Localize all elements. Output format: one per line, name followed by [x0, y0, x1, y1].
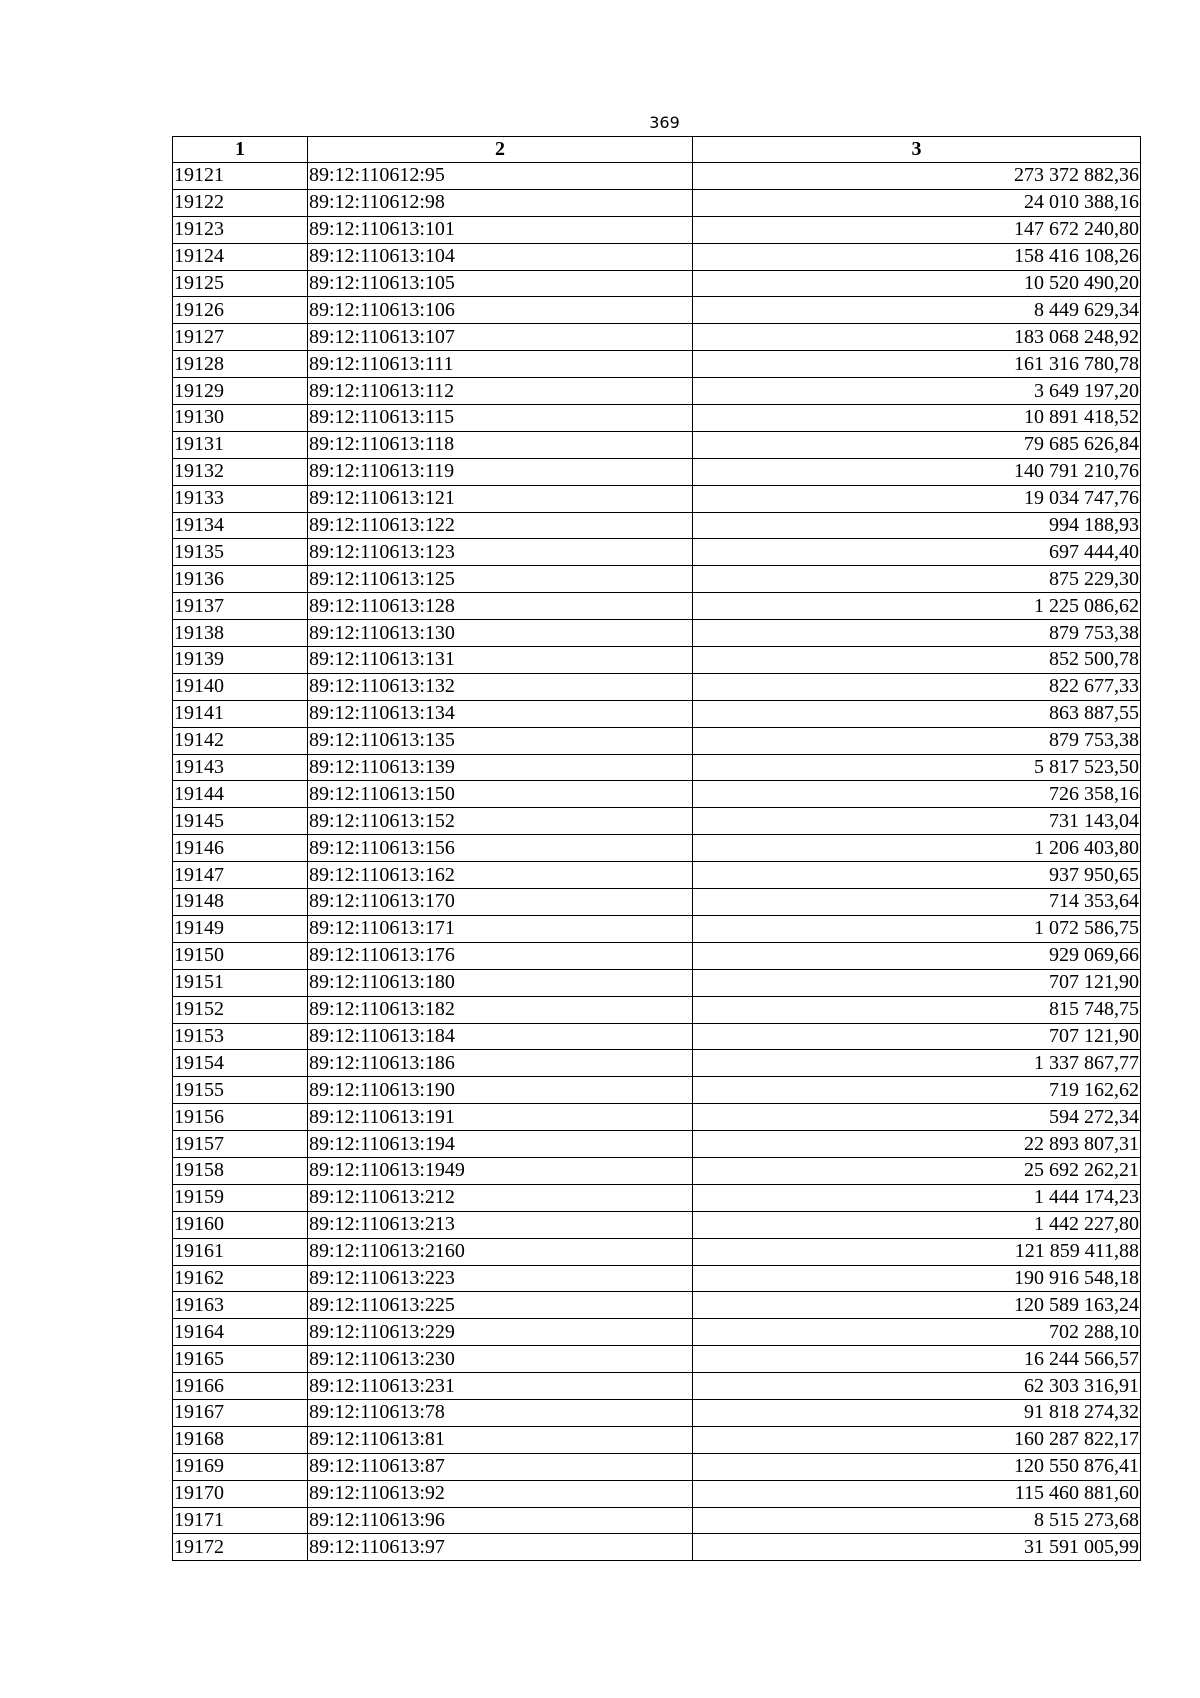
cadastral-number-cell: 89:12:110613:229 [308, 1319, 693, 1346]
table-row [173, 889, 1141, 916]
row-number-cell: 19143 [173, 754, 308, 781]
cadastral-number-cell: 89:12:110613:225 [308, 1292, 693, 1319]
row-number-cell: 19167 [173, 1399, 308, 1426]
cadastral-number-cell: 89:12:110613:139 [308, 754, 693, 781]
row-number-cell: 19133 [173, 485, 308, 512]
table-row [173, 216, 1141, 243]
row-number-cell: 19141 [173, 700, 308, 727]
value-cell: 3 649 197,20 [693, 378, 1141, 405]
column-header-1: 1 [173, 137, 308, 163]
table-row [173, 781, 1141, 808]
row-number-cell: 19138 [173, 620, 308, 647]
cadastral-number-cell: 89:12:110613:130 [308, 620, 693, 647]
value-cell: 1 444 174,23 [693, 1184, 1141, 1211]
page-number: 369 [649, 113, 680, 132]
row-number-cell: 19159 [173, 1184, 308, 1211]
cadastral-number-cell: 89:12:110613:104 [308, 243, 693, 270]
cadastral-number-cell: 89:12:110613:128 [308, 593, 693, 620]
row-number-cell: 19171 [173, 1507, 308, 1534]
cadastral-number-cell: 89:12:110613:190 [308, 1077, 693, 1104]
row-number-cell: 19127 [173, 324, 308, 351]
row-number-cell: 19149 [173, 915, 308, 942]
table-row [173, 1023, 1141, 1050]
value-cell: 16 244 566,57 [693, 1346, 1141, 1373]
value-cell: 937 950,65 [693, 862, 1141, 889]
table-row [173, 163, 1141, 190]
cadastral-number-cell: 89:12:110613:184 [308, 1023, 693, 1050]
row-number-cell: 19122 [173, 189, 308, 216]
header-row [173, 137, 1141, 163]
cadastral-number-cell: 89:12:110613:171 [308, 915, 693, 942]
row-number-cell: 19123 [173, 216, 308, 243]
value-cell: 91 818 274,32 [693, 1399, 1141, 1426]
row-number-cell: 19164 [173, 1319, 308, 1346]
value-cell: 994 188,93 [693, 512, 1141, 539]
row-number-cell: 19161 [173, 1238, 308, 1265]
table-row [173, 1211, 1141, 1238]
cadastral-number-cell: 89:12:110613:2160 [308, 1238, 693, 1265]
table-row [173, 673, 1141, 700]
cadastral-number-cell: 89:12:110613:135 [308, 727, 693, 754]
cadastral-number-cell: 89:12:110613:223 [308, 1265, 693, 1292]
cadastral-number-cell: 89:12:110613:106 [308, 297, 693, 324]
value-cell: 852 500,78 [693, 647, 1141, 674]
table-row [173, 1453, 1141, 1480]
table-row [173, 512, 1141, 539]
value-cell: 79 685 626,84 [693, 431, 1141, 458]
row-number-cell: 19168 [173, 1426, 308, 1453]
table-body [173, 163, 1141, 1561]
value-cell: 31 591 005,99 [693, 1534, 1141, 1561]
row-number-cell: 19134 [173, 512, 308, 539]
table-row [173, 1480, 1141, 1507]
table-row [173, 862, 1141, 889]
cadastral-number-cell: 89:12:110613:118 [308, 431, 693, 458]
table-row [173, 1507, 1141, 1534]
cadastral-number-cell: 89:12:110613:78 [308, 1399, 693, 1426]
row-number-cell: 19136 [173, 566, 308, 593]
value-cell: 1 442 227,80 [693, 1211, 1141, 1238]
value-cell: 19 034 747,76 [693, 485, 1141, 512]
table-row [173, 1292, 1141, 1319]
cadastral-number-cell: 89:12:110613:131 [308, 647, 693, 674]
table-row [173, 405, 1141, 432]
table-row [173, 270, 1141, 297]
cadastral-number-cell: 89:12:110613:123 [308, 539, 693, 566]
table-row [173, 539, 1141, 566]
value-cell: 8 515 273,68 [693, 1507, 1141, 1534]
value-cell: 24 010 388,16 [693, 189, 1141, 216]
row-number-cell: 19162 [173, 1265, 308, 1292]
table-row [173, 1131, 1141, 1158]
value-cell: 190 916 548,18 [693, 1265, 1141, 1292]
row-number-cell: 19169 [173, 1453, 308, 1480]
table-row [173, 378, 1141, 405]
row-number-cell: 19158 [173, 1157, 308, 1184]
value-cell: 158 416 108,26 [693, 243, 1141, 270]
row-number-cell: 19154 [173, 1050, 308, 1077]
value-cell: 815 748,75 [693, 996, 1141, 1023]
value-cell: 147 672 240,80 [693, 216, 1141, 243]
value-cell: 697 444,40 [693, 539, 1141, 566]
table-row [173, 1265, 1141, 1292]
row-number-cell: 19170 [173, 1480, 308, 1507]
value-cell: 161 316 780,78 [693, 351, 1141, 378]
row-number-cell: 19165 [173, 1346, 308, 1373]
cadastral-number-cell: 89:12:110613:134 [308, 700, 693, 727]
cadastral-number-cell: 89:12:110613:213 [308, 1211, 693, 1238]
table-row [173, 996, 1141, 1023]
table-row [173, 297, 1141, 324]
cadastral-number-cell: 89:12:110613:112 [308, 378, 693, 405]
value-cell: 115 460 881,60 [693, 1480, 1141, 1507]
row-number-cell: 19163 [173, 1292, 308, 1319]
table-row [173, 351, 1141, 378]
table-row [173, 1238, 1141, 1265]
row-number-cell: 19139 [173, 647, 308, 674]
value-cell: 273 372 882,36 [693, 163, 1141, 190]
table-row [173, 1104, 1141, 1131]
row-number-cell: 19151 [173, 969, 308, 996]
table-row [173, 458, 1141, 485]
cadastral-number-cell: 89:12:110613:87 [308, 1453, 693, 1480]
value-cell: 719 162,62 [693, 1077, 1141, 1104]
value-cell: 707 121,90 [693, 969, 1141, 996]
value-cell: 875 229,30 [693, 566, 1141, 593]
row-number-cell: 19145 [173, 808, 308, 835]
value-cell: 714 353,64 [693, 889, 1141, 916]
table-row [173, 324, 1141, 351]
cadastral-number-cell: 89:12:110612:95 [308, 163, 693, 190]
row-number-cell: 19157 [173, 1131, 308, 1158]
row-number-cell: 19153 [173, 1023, 308, 1050]
value-cell: 863 887,55 [693, 700, 1141, 727]
cadastral-number-cell: 89:12:110613:105 [308, 270, 693, 297]
cadastral-number-cell: 89:12:110613:92 [308, 1480, 693, 1507]
table-row [173, 1077, 1141, 1104]
row-number-cell: 19148 [173, 889, 308, 916]
row-number-cell: 19137 [173, 593, 308, 620]
row-number-cell: 19150 [173, 942, 308, 969]
value-cell: 726 358,16 [693, 781, 1141, 808]
value-cell: 10 891 418,52 [693, 405, 1141, 432]
cadastral-number-cell: 89:12:110613:230 [308, 1346, 693, 1373]
cadastral-number-cell: 89:12:110613:121 [308, 485, 693, 512]
table-row [173, 1157, 1141, 1184]
row-number-cell: 19135 [173, 539, 308, 566]
row-number-cell: 19130 [173, 405, 308, 432]
cadastral-number-cell: 89:12:110613:97 [308, 1534, 693, 1561]
cadastral-number-cell: 89:12:110612:98 [308, 189, 693, 216]
table-row [173, 431, 1141, 458]
value-cell: 1 225 086,62 [693, 593, 1141, 620]
row-number-cell: 19129 [173, 378, 308, 405]
cadastral-number-cell: 89:12:110613:194 [308, 1131, 693, 1158]
value-cell: 183 068 248,92 [693, 324, 1141, 351]
row-number-cell: 19121 [173, 163, 308, 190]
row-number-cell: 19172 [173, 1534, 308, 1561]
table-row [173, 700, 1141, 727]
value-cell: 10 520 490,20 [693, 270, 1141, 297]
cadastral-number-cell: 89:12:110613:162 [308, 862, 693, 889]
table-row [173, 620, 1141, 647]
table-row [173, 1319, 1141, 1346]
table-row [173, 1346, 1141, 1373]
cadastral-number-cell: 89:12:110613:170 [308, 889, 693, 916]
row-number-cell: 19160 [173, 1211, 308, 1238]
table-row [173, 243, 1141, 270]
table-row [173, 189, 1141, 216]
table-row [173, 1184, 1141, 1211]
cadastral-number-cell: 89:12:110613:101 [308, 216, 693, 243]
table-row [173, 808, 1141, 835]
cadastral-number-cell: 89:12:110613:81 [308, 1426, 693, 1453]
value-cell: 5 817 523,50 [693, 754, 1141, 781]
cadastral-number-cell: 89:12:110613:1949 [308, 1157, 693, 1184]
table-row [173, 1534, 1141, 1561]
row-number-cell: 19142 [173, 727, 308, 754]
cadastral-number-cell: 89:12:110613:180 [308, 969, 693, 996]
value-cell: 120 550 876,41 [693, 1453, 1141, 1480]
value-cell: 25 692 262,21 [693, 1157, 1141, 1184]
row-number-cell: 19124 [173, 243, 308, 270]
cadastral-number-cell: 89:12:110613:132 [308, 673, 693, 700]
value-cell: 120 589 163,24 [693, 1292, 1141, 1319]
cadastral-number-cell: 89:12:110613:96 [308, 1507, 693, 1534]
value-cell: 707 121,90 [693, 1023, 1141, 1050]
table-row [173, 727, 1141, 754]
row-number-cell: 19144 [173, 781, 308, 808]
table-row [173, 942, 1141, 969]
value-cell: 121 859 411,88 [693, 1238, 1141, 1265]
cadastral-number-cell: 89:12:110613:119 [308, 458, 693, 485]
table-row [173, 647, 1141, 674]
table-row [173, 1050, 1141, 1077]
value-cell: 731 143,04 [693, 808, 1141, 835]
cadastral-number-cell: 89:12:110613:152 [308, 808, 693, 835]
row-number-cell: 19166 [173, 1373, 308, 1400]
row-number-cell: 19132 [173, 458, 308, 485]
table-row [173, 915, 1141, 942]
cadastral-number-cell: 89:12:110613:186 [308, 1050, 693, 1077]
table-row [173, 593, 1141, 620]
table-row [173, 485, 1141, 512]
cadastral-number-cell: 89:12:110613:111 [308, 351, 693, 378]
cadastral-number-cell: 89:12:110613:107 [308, 324, 693, 351]
row-number-cell: 19147 [173, 862, 308, 889]
value-cell: 140 791 210,76 [693, 458, 1141, 485]
table-row [173, 969, 1141, 996]
table-row [173, 566, 1141, 593]
table-row [173, 754, 1141, 781]
cadastral-number-cell: 89:12:110613:115 [308, 405, 693, 432]
row-number-cell: 19152 [173, 996, 308, 1023]
value-cell: 62 303 316,91 [693, 1373, 1141, 1400]
table-row [173, 1399, 1141, 1426]
value-cell: 594 272,34 [693, 1104, 1141, 1131]
row-number-cell: 19146 [173, 835, 308, 862]
row-number-cell: 19128 [173, 351, 308, 378]
cadastral-number-cell: 89:12:110613:122 [308, 512, 693, 539]
column-header-2: 2 [308, 137, 693, 163]
value-cell: 22 893 807,31 [693, 1131, 1141, 1158]
cadastral-number-cell: 89:12:110613:191 [308, 1104, 693, 1131]
row-number-cell: 19126 [173, 297, 308, 324]
column-header-3: 3 [693, 137, 1141, 163]
value-cell: 702 288,10 [693, 1319, 1141, 1346]
row-number-cell: 19140 [173, 673, 308, 700]
table-row [173, 835, 1141, 862]
value-cell: 929 069,66 [693, 942, 1141, 969]
cadastral-number-cell: 89:12:110613:182 [308, 996, 693, 1023]
value-cell: 1 337 867,77 [693, 1050, 1141, 1077]
value-cell: 160 287 822,17 [693, 1426, 1141, 1453]
cadastral-number-cell: 89:12:110613:176 [308, 942, 693, 969]
cadastral-number-cell: 89:12:110613:156 [308, 835, 693, 862]
cadastral-number-cell: 89:12:110613:212 [308, 1184, 693, 1211]
data-table [172, 136, 1141, 1561]
value-cell: 1 072 586,75 [693, 915, 1141, 942]
value-cell: 8 449 629,34 [693, 297, 1141, 324]
value-cell: 879 753,38 [693, 620, 1141, 647]
table-row [173, 1426, 1141, 1453]
value-cell: 822 677,33 [693, 673, 1141, 700]
value-cell: 1 206 403,80 [693, 835, 1141, 862]
cadastral-number-cell: 89:12:110613:150 [308, 781, 693, 808]
cadastral-number-cell: 89:12:110613:125 [308, 566, 693, 593]
row-number-cell: 19155 [173, 1077, 308, 1104]
row-number-cell: 19156 [173, 1104, 308, 1131]
cadastral-number-cell: 89:12:110613:231 [308, 1373, 693, 1400]
row-number-cell: 19131 [173, 431, 308, 458]
value-cell: 879 753,38 [693, 727, 1141, 754]
table-row [173, 1373, 1141, 1400]
row-number-cell: 19125 [173, 270, 308, 297]
